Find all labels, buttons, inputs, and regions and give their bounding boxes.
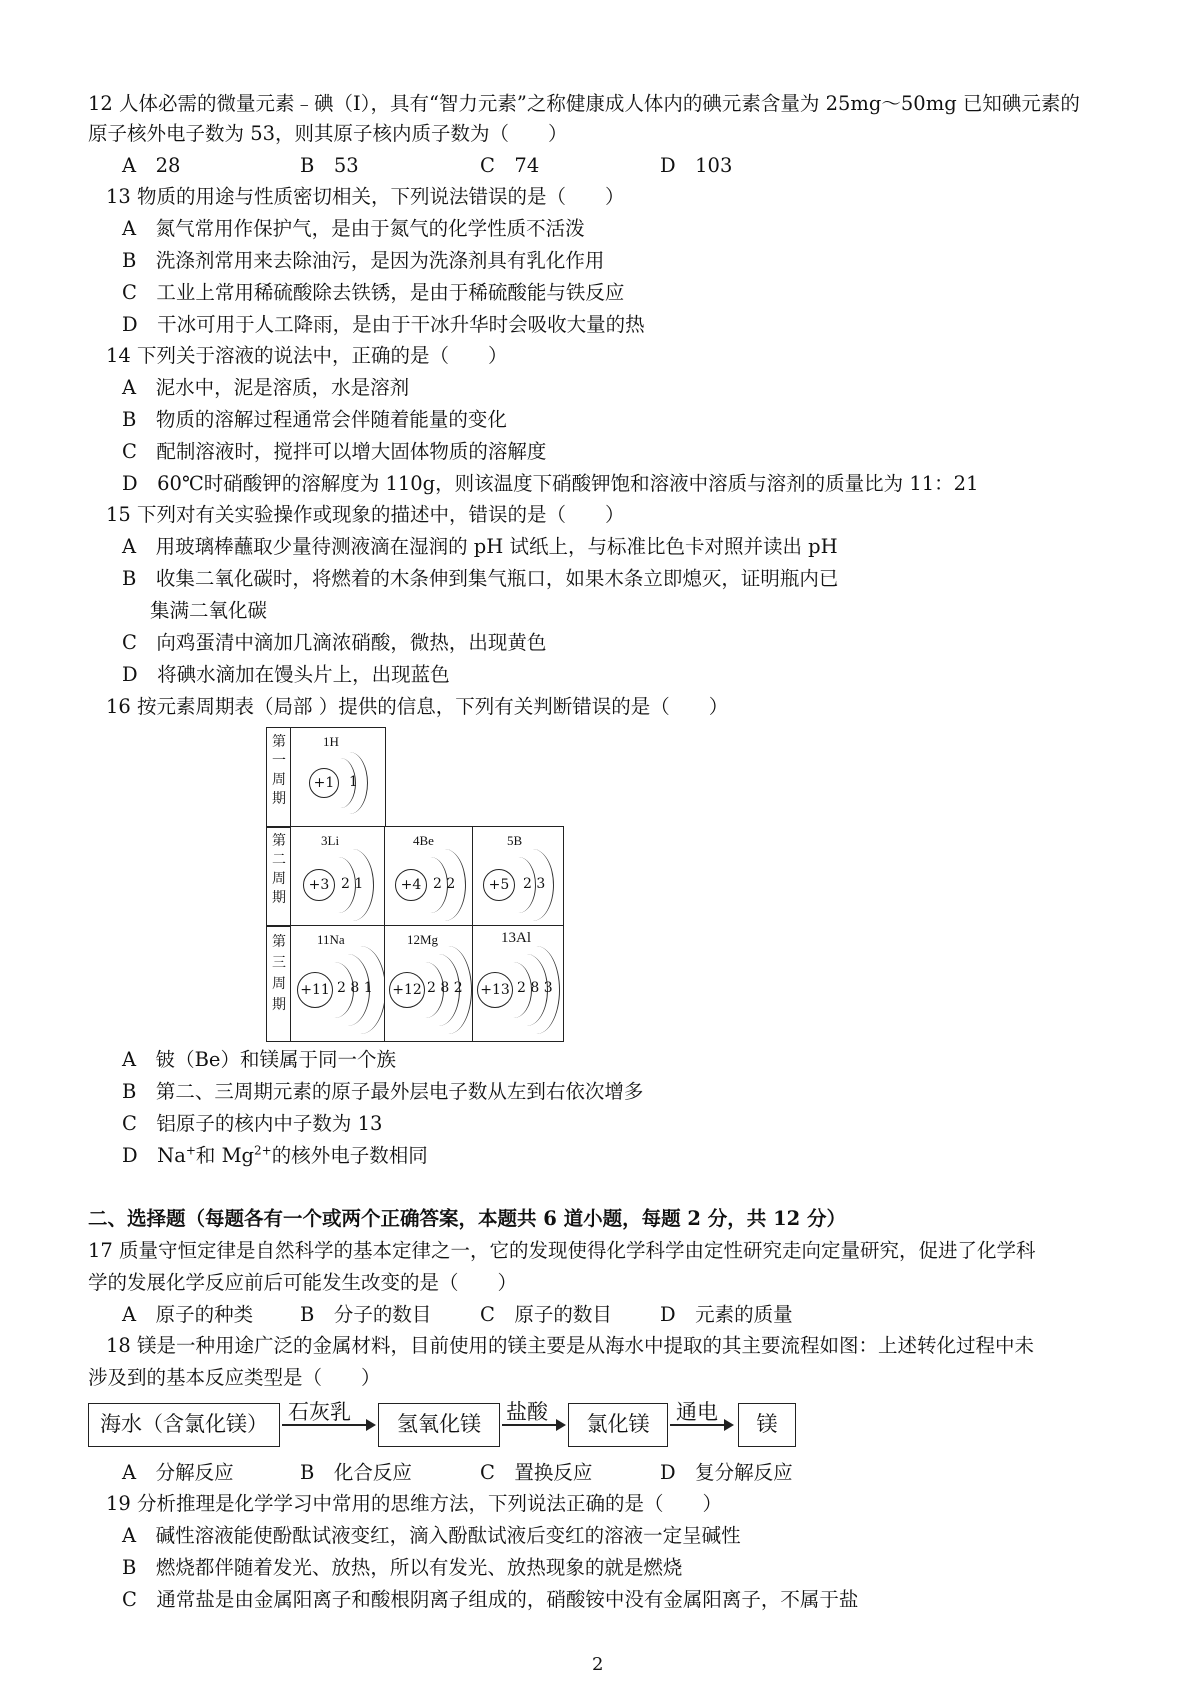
q14-option-a: A 泥水中，泥是溶质，水是溶剂 <box>122 376 410 399</box>
q12-options <box>122 153 822 179</box>
nucleus: +5 <box>483 869 515 901</box>
nucleus: +12 <box>389 972 425 1008</box>
q17-option-d: D 元素的质量 <box>660 1303 793 1326</box>
nucleus: +4 <box>395 869 427 901</box>
q15-option-c: C 向鸡蛋清中滴加几滴浓硝酸，微热，出现黄色 <box>122 631 547 654</box>
flow-box-seawater: 海水（含氯化镁） <box>88 1403 280 1447</box>
q19-option-c: C 通常盐是由金属阳离子和酸根阴离子组成的，硝酸铵中没有金属阳离子，不属于盐 <box>122 1588 859 1611</box>
q18-line1: 18 镁是一种用途广泛的金属材料，目前使用的镁主要是从海水中提取的其主要流程如图：上述转化过程中未 <box>106 1334 1035 1357</box>
q16-option-a: A 铍（Be）和镁属于同一个族 <box>122 1048 396 1071</box>
element-cell-mg <box>384 925 474 1042</box>
q18-option-c: C 置换反应 <box>480 1461 593 1484</box>
q16-option-b: B 第二、三周期元素的原子最外层电子数从左到右依次增多 <box>122 1080 644 1103</box>
q17-line2: 学的发展化学反应前后可能发生改变的是（ ） <box>88 1271 518 1294</box>
q13-option-c: C 工业上常用稀硫酸除去铁锈，是由于稀硫酸能与铁反应 <box>122 281 625 304</box>
page-number: 2 <box>592 1654 604 1675</box>
q18-option-d: D 复分解反应 <box>660 1461 793 1484</box>
q14-option-b: B 物质的溶解过程通常会伴随着能量的变化 <box>122 408 507 431</box>
nucleus: +1 <box>309 768 339 798</box>
element-cell-b <box>472 826 564 927</box>
element-label: 13Al <box>501 930 531 946</box>
q18-options <box>122 1460 842 1486</box>
q19-stem: 19 分析推理是化学学习中常用的思维方法，下列说法正确的是（ ） <box>106 1492 723 1515</box>
q15-option-b-cont: 集满二氧化碳 <box>150 599 268 622</box>
element-cell-al <box>472 925 564 1042</box>
element-cell-na <box>290 925 386 1042</box>
q13-option-d: D 干冰可用于人工降雨，是由于干冰升华时会吸收大量的热 <box>122 313 645 336</box>
flow-arrow-3 <box>670 1424 732 1426</box>
period-label-1: 第 一 周 期 <box>266 727 292 828</box>
shell-electrons: 2 1 <box>341 876 364 892</box>
element-label: 3Li <box>321 833 340 848</box>
period-label-3: 第 三 周 期 <box>266 925 292 1042</box>
element-label: 1H <box>323 734 339 749</box>
q17-line1: 17 质量守恒定律是自然科学的基本定律之一，它的发现使得化学科学由定性研究走向定量研究，促进了化学科 <box>88 1239 1036 1262</box>
q16-stem: 16 按元素周期表（局部 ）提供的信息，下列有关判断错误的是（ ） <box>106 695 729 718</box>
q17-option-b: B 分子的数目 <box>300 1303 432 1326</box>
flow-box-mgcl2: 氯化镁 <box>568 1403 668 1447</box>
element-label: 12Mg <box>407 932 439 947</box>
shell-electrons: 2 8 2 <box>427 980 463 996</box>
shell-electrons: 2 3 <box>523 876 546 892</box>
q17-options <box>122 1302 842 1328</box>
q15-stem: 15 下列对有关实验操作或现象的描述中，错误的是（ ） <box>106 503 625 526</box>
q12-line1: 12 人体必需的微量元素﹣碘（I），具有“智力元素”之称健康成人体内的碘元素含量为 25mg～50mg 已知碘元素的 <box>88 92 1080 115</box>
q15-option-d: D 将碘水滴加在馒头片上，出现蓝色 <box>122 663 450 686</box>
q14-option-c: C 配制溶液时，搅拌可以增大固体物质的溶解度 <box>122 440 547 463</box>
shell-electrons: 2 8 3 <box>517 980 553 996</box>
flow-box-mg: 镁 <box>738 1403 796 1447</box>
q19-option-b: B 燃烧都伴随着发光、放热，所以有发光、放热现象的就是燃烧 <box>122 1556 683 1579</box>
q18-line2: 涉及到的基本反应类型是（ ） <box>88 1366 381 1389</box>
q14-stem: 14 下列关于溶液的说法中，正确的是（ ） <box>106 344 508 367</box>
nucleus: +11 <box>297 972 333 1008</box>
q12-line2: 原子核外电子数为 53，则其原子核内质子数为（ ） <box>88 122 568 145</box>
section2-title: 二、选择题（每题各有一个或两个正确答案，本题共 6 道小题，每题 2 分，共 12 分） <box>88 1207 847 1230</box>
element-label: 11Na <box>317 932 345 947</box>
element-cell-li <box>290 826 386 927</box>
periodic-table-figure <box>266 727 564 1042</box>
q13-option-a: A 氮气常用作保护气，是由于氮气的化学性质不活泼 <box>122 217 585 240</box>
q13-stem: 13 物质的用途与性质密切相关，下列说法错误的是（ ） <box>106 185 625 208</box>
q17-option-c: C 原子的数目 <box>480 1303 612 1326</box>
q12-option-b: B 53 <box>300 154 359 177</box>
flow-arrow-label-hcl: 盐酸 <box>506 1400 548 1424</box>
element-label: 5B <box>507 833 523 848</box>
flow-arrow-1 <box>282 1424 374 1426</box>
element-cell-be <box>384 826 474 927</box>
shell-electrons: 2 2 <box>433 876 456 892</box>
q16-option-d: D Na+和 $Mg^{2+}$的核外电子数相同 <box>122 1143 428 1167</box>
q13-option-b: B 洗涤剂常用来去除油污，是因为洗涤剂具有乳化作用 <box>122 249 605 272</box>
q12-option-c: C 74 <box>480 154 540 177</box>
q12-option-d: D 103 <box>660 154 733 177</box>
period-label-2: 第 二 周 期 <box>266 826 292 927</box>
nucleus: +3 <box>303 869 335 901</box>
q17-option-a: A 原子的种类 <box>122 1303 254 1326</box>
flow-arrow-2 <box>502 1424 564 1426</box>
q19-option-a: A 碱性溶液能使酚酞试液变红，滴入酚酞试液后变红的溶液一定呈碱性 <box>122 1524 741 1547</box>
element-label: 4Be <box>413 833 434 848</box>
shell-electrons: 1 <box>349 774 358 790</box>
q15-option-a: A 用玻璃棒蘸取少量待测液滴在湿润的 pH 试纸上，与标准比色卡对照并读出 pH <box>122 535 838 558</box>
flow-arrow-label-electrolysis: 通电 <box>676 1400 718 1424</box>
q16-option-c: C 铝原子的核内中子数为 13 <box>122 1112 383 1135</box>
q14-option-d: D 60℃时硝酸钾的溶解度为 110g，则该温度下硝酸钾饱和溶液中溶质与溶剂的质量比为 11：21 <box>122 472 979 495</box>
flow-box-mgoh2: 氢氧化镁 <box>378 1403 500 1447</box>
q12-option-a: A 28 <box>122 154 181 177</box>
nucleus: +13 <box>477 972 513 1008</box>
flow-arrow-label-lime: 石灰乳 <box>288 1400 351 1424</box>
element-cell-h <box>290 727 386 828</box>
q15-option-b: B 收集二氧化碳时，将燃着的木条伸到集气瓶口，如果木条立即熄灭，证明瓶内已 <box>122 567 839 590</box>
shell-electrons: 2 8 1 <box>337 980 373 996</box>
q18-option-b: B 化合反应 <box>300 1461 412 1484</box>
q18-option-a: A 分解反应 <box>122 1461 234 1484</box>
